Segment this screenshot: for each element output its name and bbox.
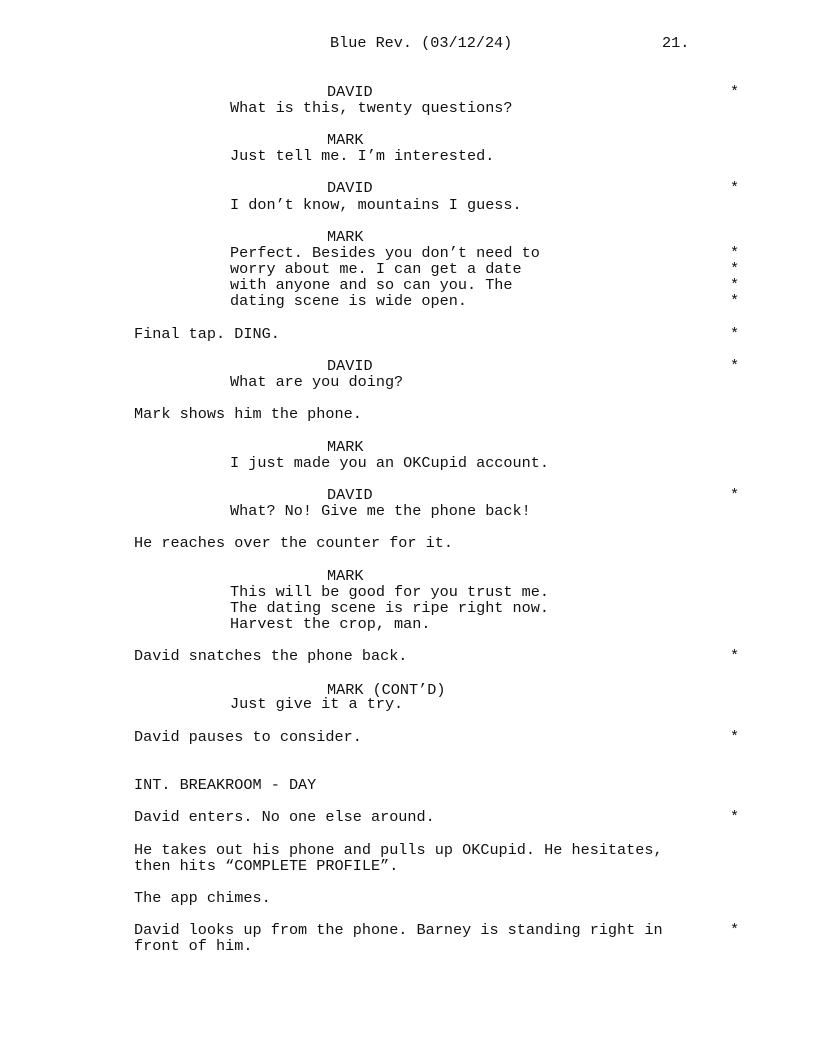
- character-line: DAVID: [327, 486, 373, 504]
- revision-mark: *: [730, 728, 740, 746]
- action-line: He takes out his phone and pulls up OKCupid. He hesitates,: [134, 841, 663, 859]
- dialogue-line: What is this, twenty questions?: [230, 99, 513, 117]
- character-line: DAVID: [327, 179, 373, 197]
- revision-mark: *: [730, 486, 740, 504]
- dialogue-line: Harvest the crop, man.: [230, 615, 431, 633]
- revision-mark: *: [730, 260, 740, 278]
- dialogue-line: This will be good for you trust me.: [230, 583, 549, 601]
- dialogue-line: What? No! Give me the phone back!: [230, 502, 531, 520]
- revision-mark: *: [730, 83, 740, 101]
- action-line: The app chimes.: [134, 889, 271, 907]
- revision-mark: *: [730, 921, 740, 939]
- action-line: David snatches the phone back.: [134, 647, 408, 665]
- dialogue-line: dating scene is wide open.: [230, 292, 467, 310]
- revision-mark: *: [730, 276, 740, 294]
- character-line: MARK (CONT’D): [327, 681, 446, 699]
- character-line: MARK: [327, 567, 364, 585]
- revision-header: Blue Rev. (03/12/24): [330, 34, 513, 52]
- action-line: David looks up from the phone. Barney is standing right in: [134, 921, 663, 939]
- revision-mark: *: [730, 357, 740, 375]
- dialogue-line: The dating scene is ripe right now.: [230, 599, 549, 617]
- revision-mark: *: [730, 647, 740, 665]
- dialogue-line: Just tell me. I’m interested.: [230, 147, 495, 165]
- character-line: MARK: [327, 228, 364, 246]
- page-number: 21.: [662, 34, 690, 52]
- scene-heading-line: INT. BREAKROOM - DAY: [134, 776, 317, 794]
- dialogue-line: with anyone and so can you. The: [230, 276, 513, 294]
- character-line: DAVID: [327, 83, 373, 101]
- action-line: David pauses to consider.: [134, 728, 362, 746]
- revision-mark: *: [730, 292, 740, 310]
- action-line: Mark shows him the phone.: [134, 405, 362, 423]
- character-line: DAVID: [327, 357, 373, 375]
- dialogue-line: worry about me. I can get a date: [230, 260, 522, 278]
- dialogue-line: What are you doing?: [230, 373, 404, 391]
- character-line: MARK: [327, 131, 364, 149]
- character-line: MARK: [327, 438, 364, 456]
- dialogue-line: I just made you an OKCupid account.: [230, 454, 549, 472]
- action-line: front of him.: [134, 937, 253, 955]
- revision-mark: *: [730, 179, 740, 197]
- action-line: He reaches over the counter for it.: [134, 534, 453, 552]
- revision-mark: *: [730, 244, 740, 262]
- action-line: David enters. No one else around.: [134, 808, 435, 826]
- action-line: Final tap. DING.: [134, 325, 280, 343]
- dialogue-line: Just give it a try.: [230, 695, 404, 713]
- revision-mark: *: [730, 325, 740, 343]
- revision-mark: *: [730, 808, 740, 826]
- dialogue-line: Perfect. Besides you don’t need to: [230, 244, 540, 262]
- dialogue-line: I don’t know, mountains I guess.: [230, 196, 522, 214]
- action-line: then hits “COMPLETE PROFILE”.: [134, 857, 399, 875]
